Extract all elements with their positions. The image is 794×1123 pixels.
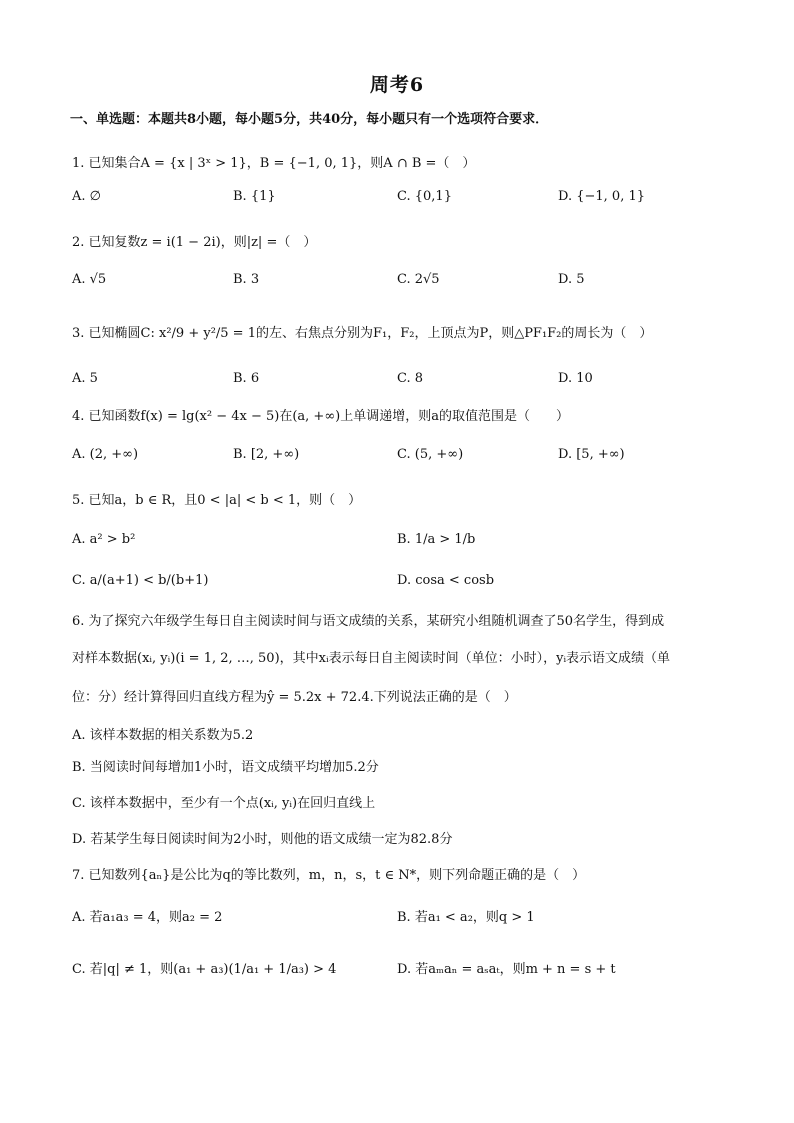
question-1-option-c: C. {0,1} <box>397 189 452 204</box>
question-6-stem-line-3: 位：分）经计算得回归直线方程为ŷ = 5.2x + 72.4.下列说法正确的是（ ） <box>72 690 517 705</box>
question-7-option-d: D. 若aₘaₙ = aₛaₜ，则m + n = s + t <box>397 962 616 977</box>
question-5-option-b: B. 1/a > 1/b <box>397 532 476 547</box>
page-title: 周考6 <box>369 74 425 96</box>
question-6-option-c: C. 该样本数据中，至少有一个点(xᵢ, yᵢ)在回归直线上 <box>72 796 376 811</box>
question-2-stem: 2. 已知复数z = i(1 − 2i)，则|z| =（ ） <box>72 235 317 250</box>
question-2-option-b: B. 3 <box>233 272 260 287</box>
question-7-option-b: B. 若a₁ < a₂，则q > 1 <box>397 910 535 925</box>
section-heading: 一、单选题：本题共8小题，每小题5分，共40分，每小题只有一个选项符合要求． <box>70 112 549 127</box>
question-6-option-a: A. 该样本数据的相关系数为5.2 <box>72 728 254 743</box>
question-5-stem: 5. 已知a，b ∈ R，且0 < |a| < b < 1，则（ ） <box>72 493 362 508</box>
question-6-stem-line-2: 对样本数据(xᵢ, yᵢ)(i = 1, 2, …, 50)，其中xᵢ表示每日自主阅读时间（单位：小时），yᵢ表示语文成绩（单 <box>72 651 671 666</box>
question-1-option-d: D. {−1, 0, 1} <box>558 189 646 204</box>
question-7-option-a: A. 若a₁a₃ = 4，则a₂ = 2 <box>72 910 223 925</box>
question-6-option-d: D. 若某学生每日阅读时间为2小时，则他的语文成绩一定为82.8分 <box>72 832 453 847</box>
question-6-stem-line-1: 6. 为了探究六年级学生每日自主阅读时间与语文成绩的关系，某研究小组随机调查了50名学生，得到成 <box>72 614 665 629</box>
question-3-option-a: A. 5 <box>72 371 98 386</box>
question-4-stem: 4. 已知函数f(x) = lg(x² − 4x − 5)在(a, +∞)上单调递增，则a的取值范围是（ ） <box>72 409 569 424</box>
question-7-stem: 7. 已知数列{aₙ}是公比为q的等比数列，m，n，s，t ∈ N*，则下列命题正确的是（ ） <box>72 868 586 883</box>
question-5-option-d: D. cosa < cosb <box>397 573 495 588</box>
question-3-option-d: D. 10 <box>558 371 593 386</box>
question-4-option-a: A. (2, +∞) <box>72 447 139 462</box>
question-3-option-c: C. 8 <box>397 371 424 386</box>
question-3-option-b: B. 6 <box>233 371 260 386</box>
question-5-option-c: C. a/(a+1) < b/(b+1) <box>72 573 209 588</box>
question-4-option-d: D. [5, +∞) <box>558 447 625 462</box>
question-7-option-c: C. 若|q| ≠ 1，则(a₁ + a₃)(1/a₁ + 1/a₃) > 4 <box>72 962 337 977</box>
question-1-stem: 1. 已知集合A = {x | 3ˣ > 1}，B = {−1, 0, 1}，则A ∩ B =（ ） <box>72 156 476 171</box>
question-3-stem: 3. 已知椭圆C: x²/9 + y²/5 = 1的左、右焦点分别为F₁，F₂，上顶点为P，则△PF₁F₂的周长为（ ） <box>72 326 653 341</box>
question-4-option-c: C. (5, +∞) <box>397 447 464 462</box>
question-2-option-c: C. 2√5 <box>397 272 440 287</box>
question-2-option-a: A. √5 <box>72 272 107 287</box>
question-1-option-b: B. {1} <box>233 189 276 204</box>
question-4-option-b: B. [2, +∞) <box>233 447 300 462</box>
question-1-option-a: A. ∅ <box>72 189 101 204</box>
question-6-option-b: B. 当阅读时间每增加1小时，语文成绩平均增加5.2分 <box>72 760 379 775</box>
question-5-option-a: A. a² > b² <box>72 532 136 547</box>
question-2-option-d: D. 5 <box>558 272 585 287</box>
